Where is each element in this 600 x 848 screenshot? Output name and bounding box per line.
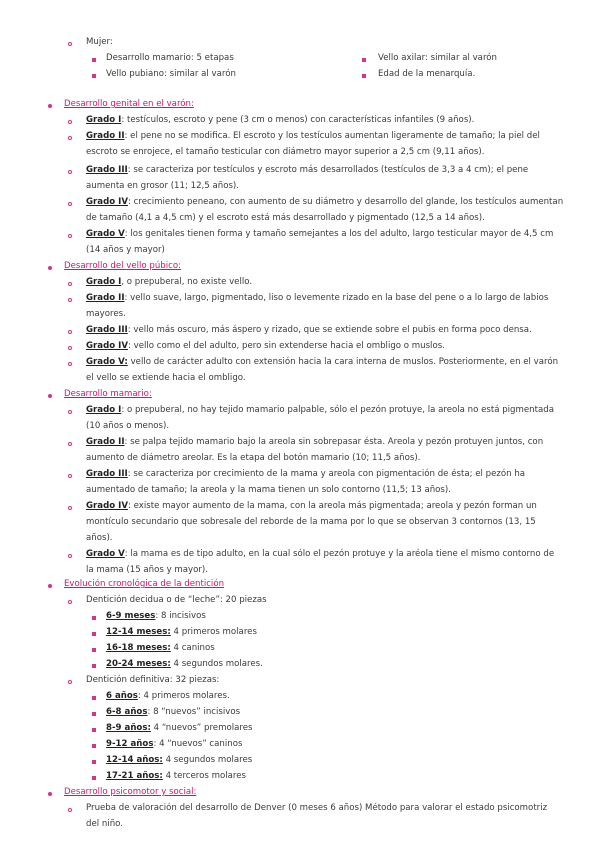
- tooth-text: 4 segundos molares: [162, 755, 253, 765]
- decidua-label: Dentición decidua o de “leche”: 20 piezas: [86, 595, 267, 605]
- grado-text-cont: escroto se enrojece, el tamaño testicular con diámetro mayor superior a 2,5 cm (9,11 años).: [86, 147, 485, 157]
- psicomotor-text: Prueba de valoración del desarrollo de Denver (0 meses 6 años) Método para valorar el estado psicomotriz: [86, 803, 548, 813]
- tooth-age: 6 años: [106, 691, 138, 701]
- grado-label: Grado III: [86, 165, 128, 175]
- bullet-square-icon: [362, 74, 366, 78]
- grado-text: : vello suave, largo, pigmentado, liso o levemente rizado en la base del pene o a lo largo de labios: [124, 293, 549, 303]
- bullet-square-icon: [92, 760, 96, 764]
- tooth-age: 12-14 meses:: [106, 627, 171, 637]
- mujer-item: Edad de la menarquía.: [378, 69, 476, 79]
- bullet-circle-icon: [68, 120, 72, 124]
- tooth-age: 6-8 años: [106, 707, 148, 717]
- grado-item: [86, 228, 553, 240]
- grado-text: : se caracteriza por crecimiento de la mama y areola con pigmentación de ésta; el pezón ha: [127, 469, 526, 479]
- grado-text-cont: el vello se extiende hacia el ombligo.: [86, 373, 246, 383]
- grado-text: : crecimiento peneano, con aumento de su diámetro y desarrollo del glande, los testículos aumentan: [128, 197, 564, 207]
- bullet-square-icon: [92, 664, 96, 668]
- grado-item: [86, 196, 563, 208]
- tooth-age: 16-18 meses:: [106, 643, 171, 653]
- grado-label: Grado I: [86, 277, 122, 287]
- grado-label: Grado II: [86, 131, 125, 141]
- mujer-item: Desarrollo mamario: 5 etapas: [106, 53, 234, 63]
- bullet-circle-icon: [68, 506, 72, 510]
- bullet-square-icon: [92, 744, 96, 748]
- grado-text-cont: años).: [86, 533, 113, 543]
- tooth-age: 17-21 años:: [106, 771, 163, 781]
- bullet-circle-icon: [68, 554, 72, 558]
- grado-text: : se palpa tejido mamario bajo la areola sin sobrepasar ésta. Areola y pezón protuyen juntos, con: [124, 437, 544, 447]
- bullet-square-icon: [92, 712, 96, 716]
- tooth-item: [106, 738, 242, 750]
- grado-label: Grado V: [86, 229, 125, 239]
- tooth-item: [106, 642, 215, 654]
- grado-item: [86, 436, 543, 448]
- psicomotor-text-cont: del niño.: [86, 819, 123, 829]
- grado-label: Grado IV: [86, 197, 128, 207]
- tooth-text: 4 segundos molares.: [170, 659, 263, 669]
- section-title-denticion: Evolución cronológica de la dentición: [64, 579, 225, 589]
- tooth-text: 4 caninos: [170, 643, 215, 653]
- tooth-text: 4 “nuevos” premolares: [150, 723, 253, 733]
- tooth-item: [106, 754, 252, 766]
- bullet-square-icon: [92, 696, 96, 700]
- grado-item: [86, 356, 558, 368]
- grado-label: Grado IV: [86, 341, 128, 351]
- tooth-text: : 4 “nuevos” caninos: [153, 739, 243, 749]
- grado-text: : la mama es de tipo adulto, en la cual sólo el pezón protuye y la aréola tiene el mismo contorno de: [124, 549, 555, 559]
- grado-item: [86, 276, 252, 288]
- grado-text: : se caracteriza por testículos y escroto más desarrollados (testículos de 3,3 a 4 cm); el pene: [127, 165, 529, 175]
- mujer-label: Mujer:: [86, 37, 113, 47]
- bullet-circle-icon: [68, 474, 72, 478]
- bullet-square-icon: [362, 58, 366, 62]
- bullet-circle-icon: [68, 136, 72, 140]
- grado-text-cont: (14 años y mayor): [86, 245, 165, 255]
- bullet-circle-icon: [68, 330, 72, 334]
- tooth-item: [106, 658, 263, 670]
- bullet-dot-icon: [48, 266, 52, 270]
- grado-label: Grado I: [86, 115, 122, 125]
- tooth-age: 20-24 meses:: [106, 659, 171, 669]
- bullet-square-icon: [92, 632, 96, 636]
- tooth-item: [106, 690, 230, 702]
- bullet-circle-icon: [68, 298, 72, 302]
- grado-text-cont: montículo secundario que sobresale del reborde de la mama por lo que se observan 3 contornos (13, 15: [86, 517, 536, 527]
- tooth-text: 4 terceros molares: [162, 771, 247, 781]
- bullet-circle-icon: [68, 600, 72, 604]
- grado-item: [86, 404, 554, 416]
- tooth-item: [106, 626, 257, 638]
- tooth-text: : 4 primeros molares.: [137, 691, 230, 701]
- bullet-circle-icon: [68, 170, 72, 174]
- bullet-circle-icon: [68, 680, 72, 684]
- grado-label: Grado V: [86, 549, 125, 559]
- grado-text: : vello como el del adulto, pero sin extenderse hacia el ombligo o muslos.: [128, 341, 445, 351]
- grado-text: : testículos, escroto y pene (3 cm o menos) con características infantiles (9 años).: [121, 115, 475, 125]
- grado-item: [86, 468, 525, 480]
- grado-text-cont: mayores.: [86, 309, 126, 319]
- grado-text-cont: aumento de diámetro areolar. Es la etapa del botón mamario (10; 11,5 años).: [86, 453, 421, 463]
- bullet-square-icon: [92, 648, 96, 652]
- grado-text: : el pene no se modifica. El escroto y los testículos aumentan ligeramente de tamaño; la piel del: [124, 131, 540, 141]
- grado-text-cont: aumentado de tamaño; la areola y la mama tienen un solo contorno (11,5; 13 años).: [86, 485, 451, 495]
- bullet-square-icon: [92, 58, 96, 62]
- tooth-item: [106, 770, 246, 782]
- section-title-genital: Desarrollo genital en el varón:: [64, 99, 194, 109]
- mujer-item: Vello pubiano: similar al varón: [106, 69, 236, 79]
- tooth-age: 9-12 años: [106, 739, 154, 749]
- bullet-dot-icon: [48, 792, 52, 796]
- grado-label: Grado II: [86, 293, 125, 303]
- bullet-circle-icon: [68, 282, 72, 286]
- tooth-age: 6-9 meses: [106, 611, 156, 621]
- grado-text: : vello más oscuro, más áspero y rizado, que se extiende sobre el pubis en forma poco densa.: [127, 325, 532, 335]
- grado-item: [86, 324, 532, 336]
- grado-item: [86, 500, 537, 512]
- bullet-square-icon: [92, 616, 96, 620]
- grado-text: : existe mayor aumento de la mama, con la areola más pigmentada; areola y pezón forman un: [128, 501, 537, 511]
- mujer-item: Vello axilar: similar al varón: [378, 53, 497, 63]
- bullet-square-icon: [92, 74, 96, 78]
- tooth-item: [106, 706, 240, 718]
- bullet-circle-icon: [68, 410, 72, 414]
- grado-text-cont: aumenta en grosor (11; 12,5 años).: [86, 181, 240, 191]
- bullet-square-icon: [92, 728, 96, 732]
- tooth-item: [106, 722, 252, 734]
- grado-label: Grado I: [86, 405, 122, 415]
- grado-item: [86, 292, 548, 304]
- bullet-circle-icon: [68, 202, 72, 206]
- tooth-text: 4 primeros molares: [170, 627, 257, 637]
- bullet-circle-icon: [68, 234, 72, 238]
- bullet-square-icon: [92, 776, 96, 780]
- grado-label: Grado V:: [86, 357, 128, 367]
- tooth-item: [106, 610, 206, 622]
- tooth-age: 8-9 años:: [106, 723, 151, 733]
- bullet-circle-icon: [68, 42, 72, 46]
- section-title-vello: Desarrollo del vello púbico:: [64, 261, 182, 271]
- grado-label: Grado III: [86, 469, 128, 479]
- grado-text: : o prepuberal, no hay tejido mamario palpable, sólo el pezón protuye, la areola no está pigmentada: [121, 405, 554, 415]
- grado-label: Grado III: [86, 325, 128, 335]
- bullet-dot-icon: [48, 394, 52, 398]
- grado-item: [86, 130, 540, 142]
- grado-text-cont: (10 años o menos).: [86, 421, 170, 431]
- grado-item: [86, 164, 528, 176]
- section-title-mamario: Desarrollo mamario:: [64, 389, 152, 399]
- definitiva-label: Dentición definitiva: 32 piezas:: [86, 675, 220, 685]
- grado-item: [86, 340, 445, 352]
- grado-text: vello de carácter adulto con extensión hacia la cara interna de muslos. Posteriormente, en el varón: [127, 357, 559, 367]
- tooth-text: : 8 incisivos: [155, 611, 206, 621]
- tooth-text: : 8 “nuevos” incisivos: [147, 707, 241, 717]
- grado-label: Grado IV: [86, 501, 128, 511]
- tooth-age: 12-14 años:: [106, 755, 163, 765]
- grado-item: [86, 114, 474, 126]
- bullet-dot-icon: [48, 584, 52, 588]
- section-title-psicomotor: Desarrollo psicomotor y social:: [64, 787, 197, 797]
- bullet-circle-icon: [68, 808, 72, 812]
- grado-label: Grado II: [86, 437, 125, 447]
- grado-item: [86, 548, 554, 560]
- bullet-circle-icon: [68, 362, 72, 366]
- bullet-circle-icon: [68, 442, 72, 446]
- bullet-circle-icon: [68, 346, 72, 350]
- bullet-dot-icon: [48, 104, 52, 108]
- grado-text-cont: la mama (15 años y mayor).: [86, 565, 209, 575]
- grado-text: , o prepuberal, no existe vello.: [121, 277, 253, 287]
- grado-text: : los genitales tienen forma y tamaño semejantes a los del adulto, largo testicular mayor de 4,5 cm: [124, 229, 554, 239]
- grado-text-cont: de tamaño (4,1 a 4,5 cm) y el escroto está más desarrollado y pigmentado (12,5 a 14 años).: [86, 213, 485, 223]
